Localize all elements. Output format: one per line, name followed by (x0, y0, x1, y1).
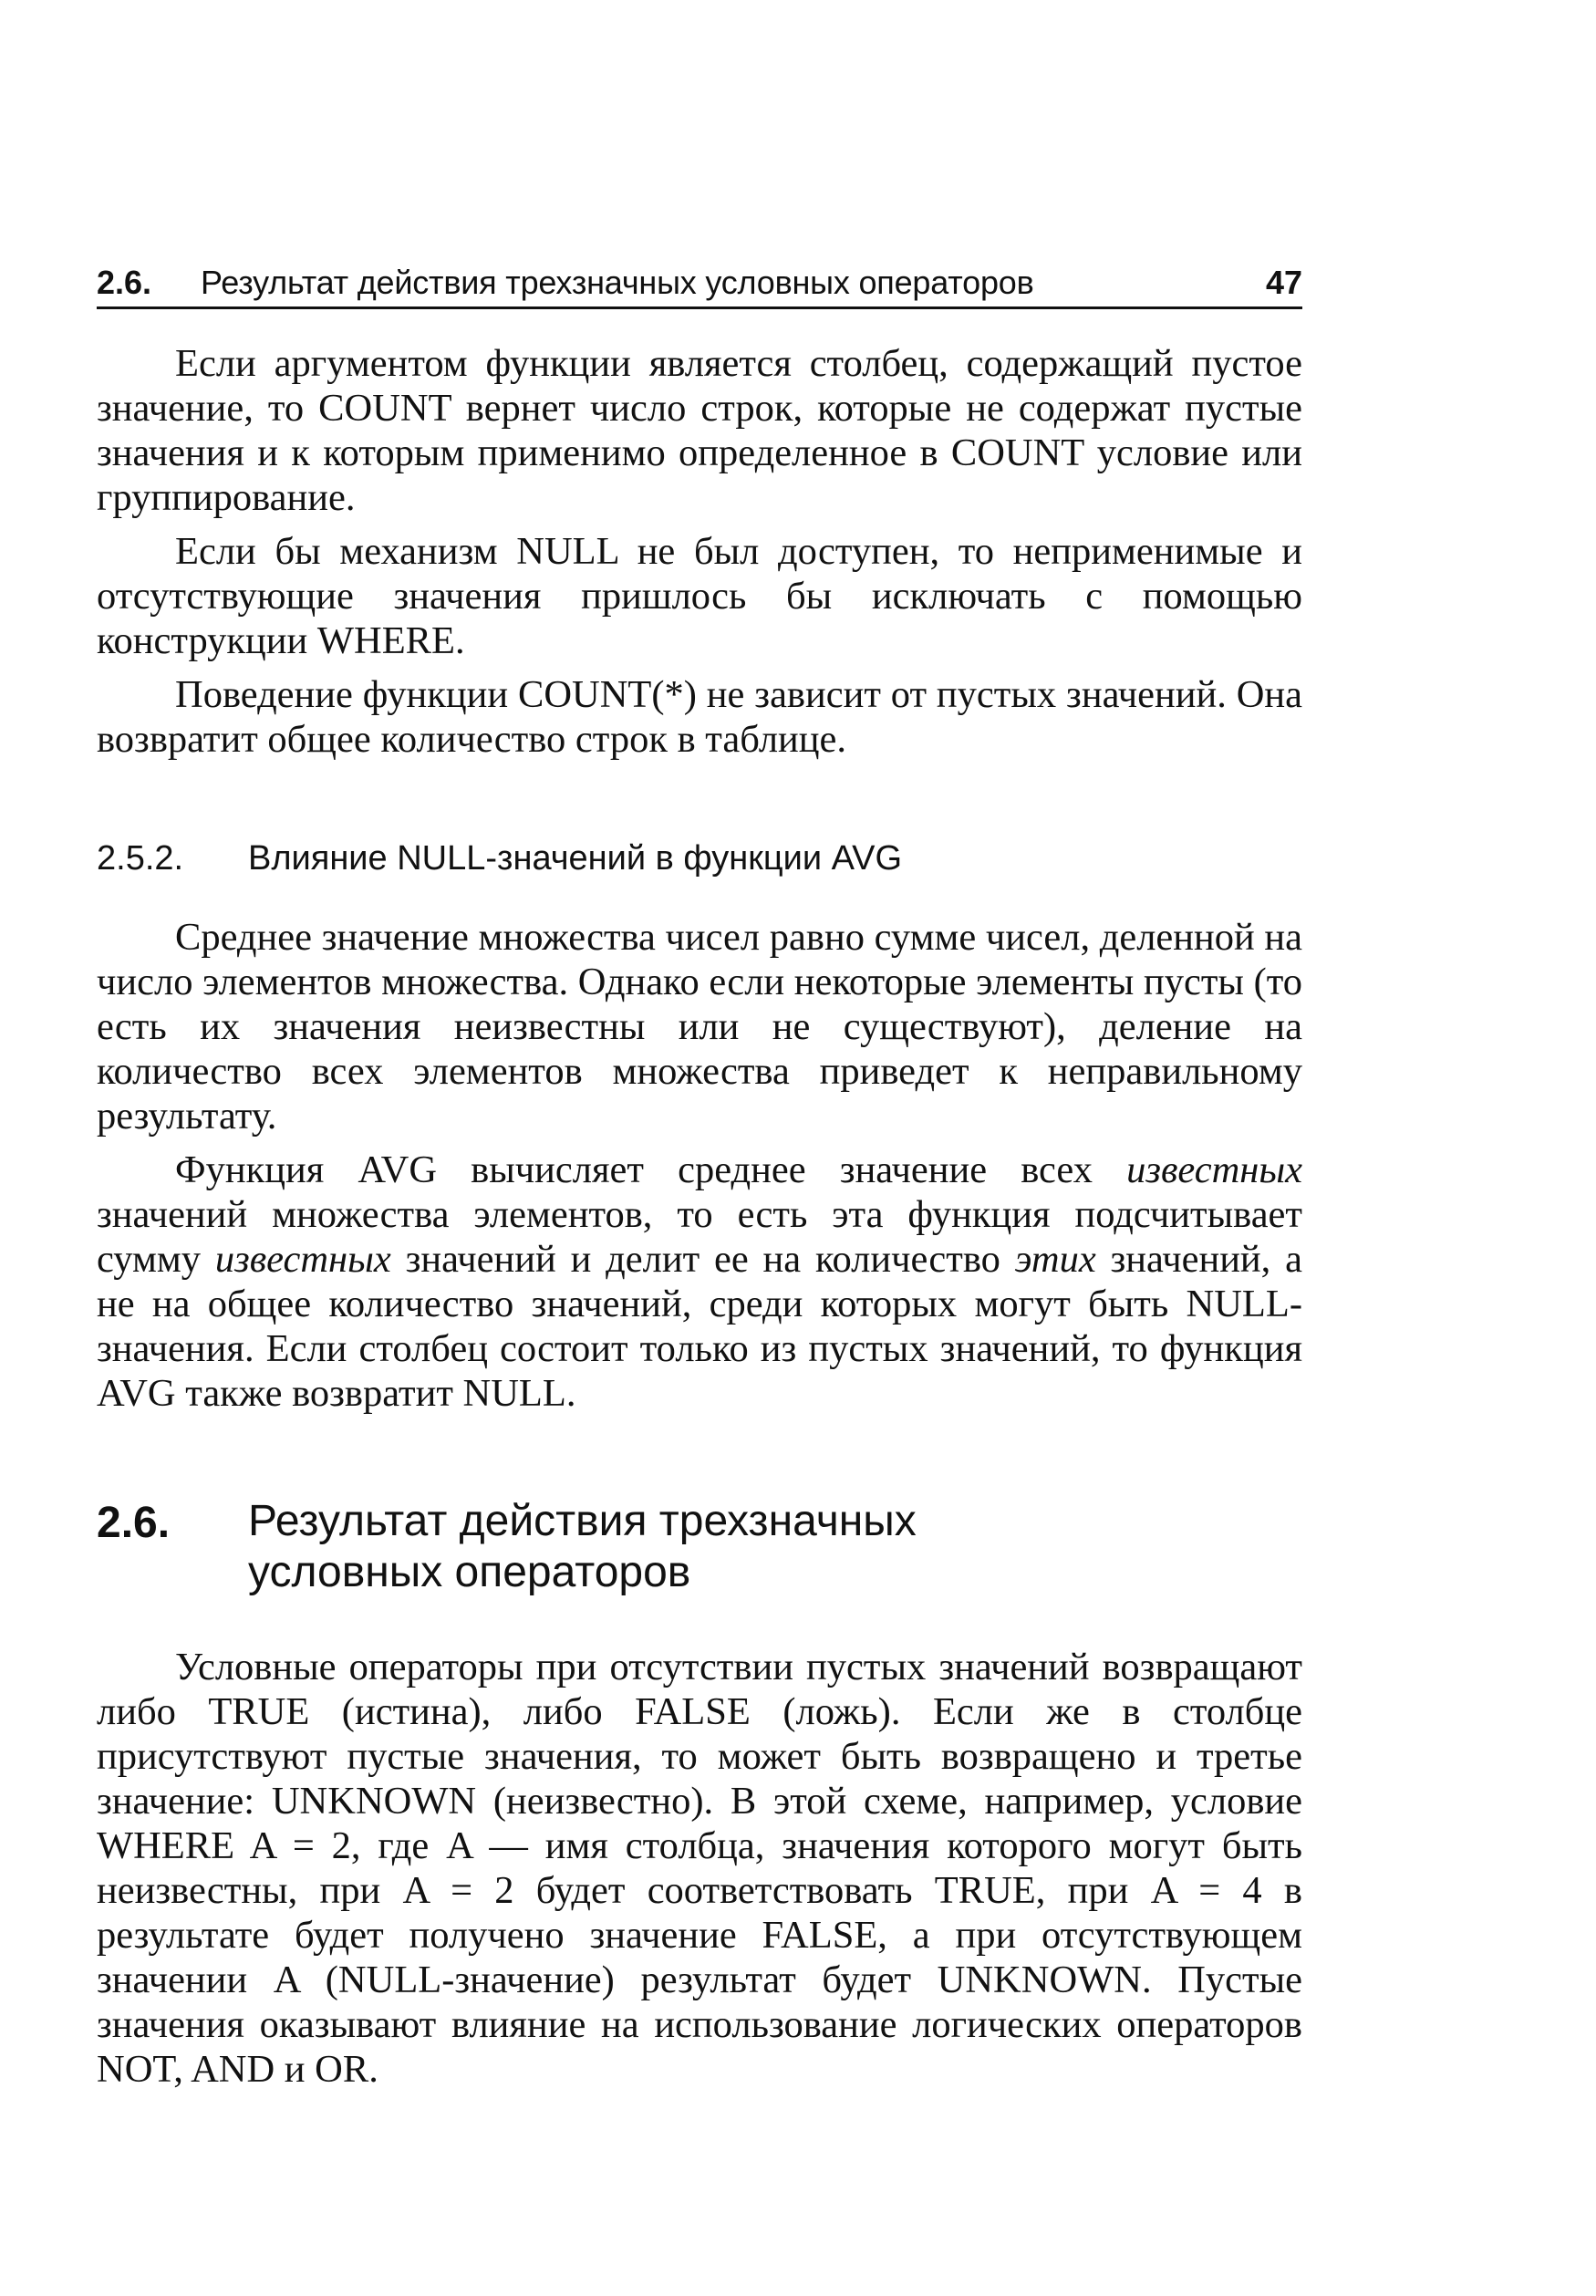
avg-text-part1: Функция AVG вычисляет среднее значение всех (175, 1148, 1127, 1191)
paragraph-null-mechanism: Если бы механизм NULL не был доступен, то неприменимые и отсутствующие значения пришлось бы исключать с помощью конструкции WHERE. (97, 530, 1302, 662)
section-number: 2.6. (97, 1499, 171, 1547)
intro-text-block (97, 341, 1302, 762)
section-title-line-1: Результат действия трехзначных (248, 1497, 917, 1545)
section-title-line-2: условных операторов (248, 1548, 691, 1596)
paragraph-count-column: Если аргументом функции является столбец, содержащий пустое значение, то COUNT вернет число строк, которые не содержат пустые значения и к которым применимо определенное в COUNT условие или группирование. (97, 342, 1302, 519)
section-title (248, 1496, 1251, 1598)
avg-text-block (97, 915, 1302, 1416)
avg-text-part3: значений и делит ее на количество (390, 1238, 1015, 1281)
page-number: 47 (1265, 264, 1302, 301)
avg-emphasis-known-1: известных (1126, 1148, 1302, 1191)
avg-emphasis-these: этих (1014, 1238, 1096, 1281)
paragraph-three-valued-logic: Условные операторы при отсутствии пустых значений возвращают либо TRUE (истина), либо FALSE (ложь). Если же в столбце присутствуют пустые значения, то может быть возвращено и третье значение: UNKNOWN (неизвестно). В этой схеме, например, условие WHERE A = 2, где A — имя столбца, значения которого могут быть неизвестны, при A = 2 будет соответствовать TRUE, при A = 4 в результате будет получено значение FALSE, а при отсутствующем значении A (NULL-значение) результат будет UNKNOWN. Пустые значения оказывают влияние на использование логических операторов NOT, AND и OR. (97, 1646, 1302, 2091)
paragraph-average-definition: Среднее значение множества чисел равно сумме чисел, деленной на число элементов множества. Однако если некоторые элементы пусты (то есть их значения неизвестны или не существуют), деление на количество всех элементов множества приведет к неправильному результату. (97, 916, 1302, 1138)
three-valued-text-block (97, 1645, 1302, 2092)
avg-text-part4: значений, а не на общее количество значений, среди которых могут быть NULL-значения. Если столбец состоит только из пустых значений, то функция AVG также возвратит NULL. (97, 1238, 1302, 1415)
subsection-title: Влияние NULL-значений в функции AVG (248, 839, 903, 878)
header-section-number: 2.6. (97, 264, 152, 301)
avg-emphasis-known-2: известных (214, 1238, 391, 1281)
avg-text-part2: значений множества элементов, то есть эта функция подсчитывает сумму (97, 1193, 1302, 1281)
subsection-number: 2.5.2. (97, 839, 184, 878)
paragraph-count-star: Поведение функции COUNT(*) не зависит от пустых значений. Она возвратит общее количество строк в таблице. (97, 673, 1302, 761)
header-section-title: Результат действия трехзначных условных операторов (201, 264, 1034, 301)
running-header (97, 263, 1302, 309)
paragraph-avg-function (97, 1148, 1302, 1416)
